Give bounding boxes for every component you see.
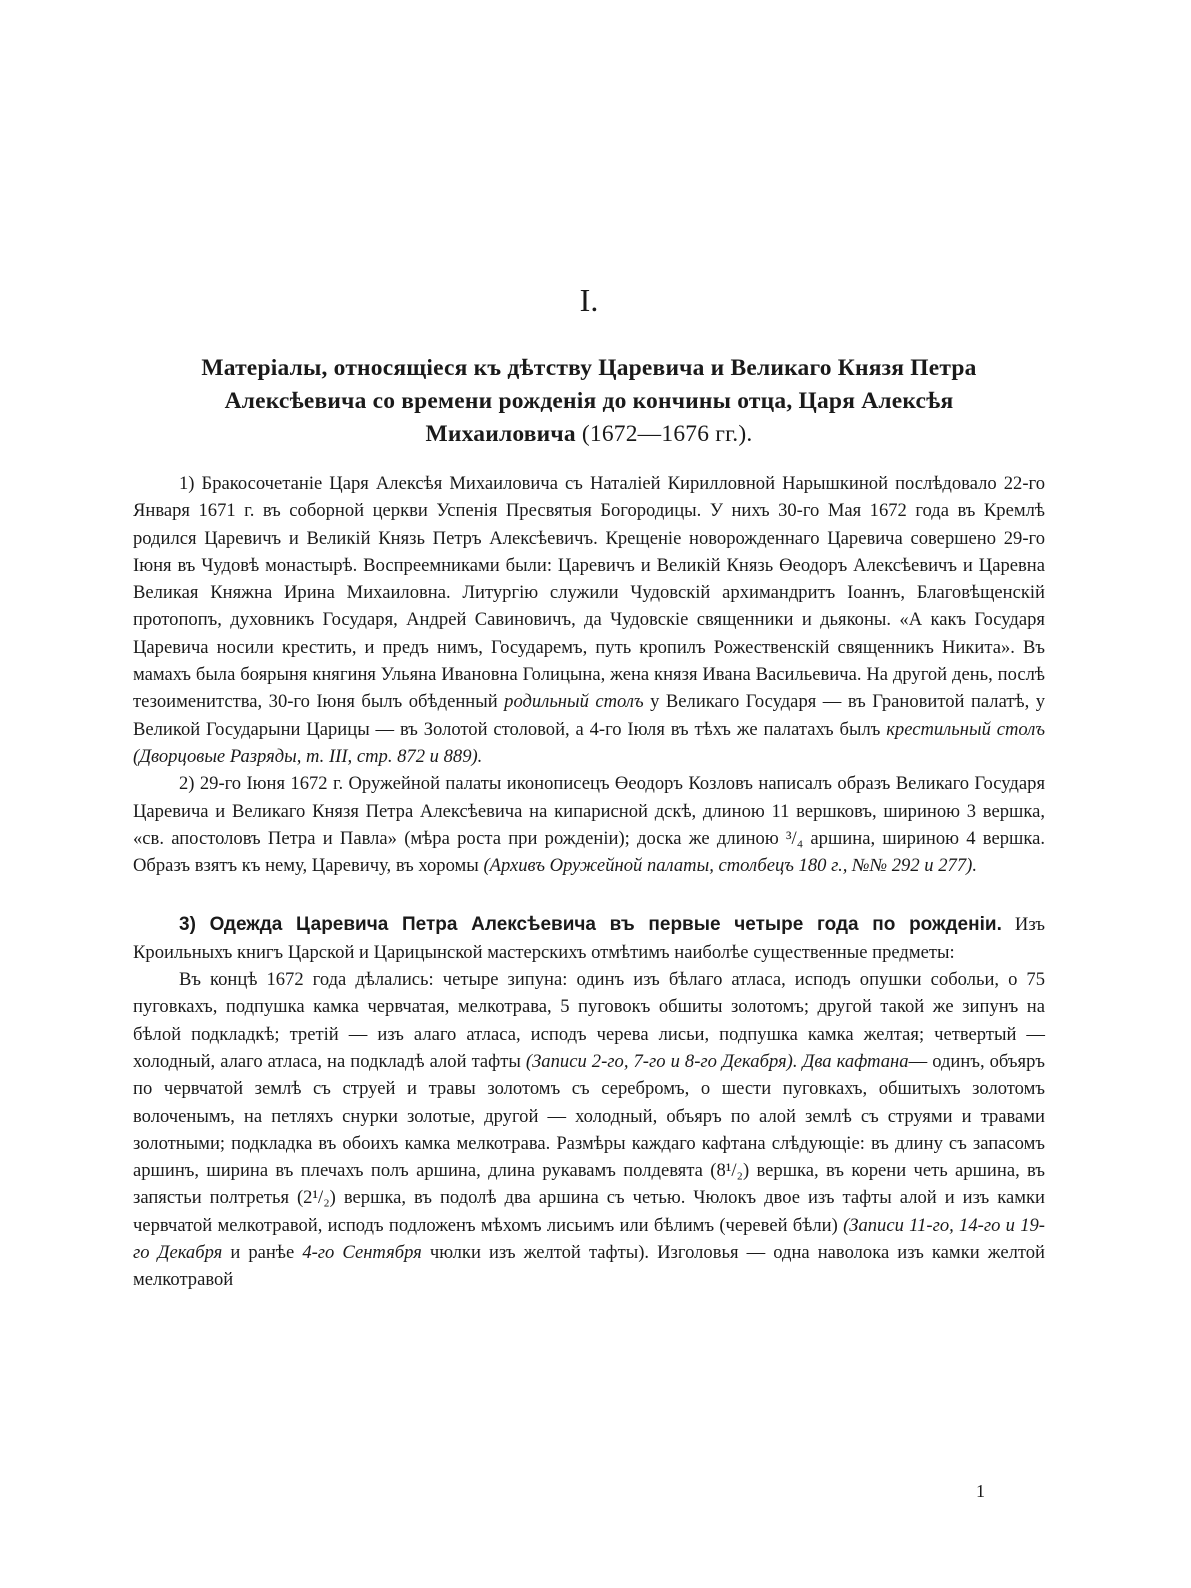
p1-text-2: у Великаго Государя — въ Грановитой палатѣ, у Великой Государыни Царицы — въ Золотой столовой, а 4-го Іюля въ тѣхъ же палатахъ былъ	[133, 691, 1046, 740]
p2-text-1: 2) 29-го Іюня 1672 г. Оружейной палаты иконописецъ Өеодоръ Козловъ написалъ образъ Великаго Государя Царевича и Великаго Князя Петра Алексѣевича на кипарисной дскѣ, длиною 11 вершковъ, шириною 3 вершка, «св. апостоловъ Петра и Павла» (мѣра роста при рожденіи); доска же длиною ³/₄ аршина, шириною 4 вершка. Образъ взятъ къ нему, Царевичу, въ хоромы	[133, 773, 1045, 877]
p3-text-1: Изъ Кроильныхъ книгъ Царской и Царицынской мастерскихъ отмѣтимъ наиболѣе существенные предметы:	[133, 914, 1045, 963]
heading-title: Матеріалы, относящіеся къ дѣтству Царевича и Великаго Князя Петра Алексѣевича со времени рожденія до кончины отца, Царя Алексѣя Михаиловича	[201, 355, 977, 447]
page-number: 1	[976, 1481, 985, 1501]
p1-italic-1: родильный столъ	[504, 691, 644, 713]
p4-italic-2: (Записи 11-го, 14-го и 19-го Декабря	[133, 1214, 1045, 1264]
p4-text-4: чюлки изъ желтой тафты). Изголовья — одна наволока изъ камки желтой мелкотравой	[133, 1242, 1046, 1291]
paragraph-2	[133, 770, 1045, 879]
p1-citation: крестильный столъ (Дворцовые Разряды, т. III, стр. 872 и 889).	[133, 718, 1045, 767]
section-numeral: I.	[579, 282, 599, 318]
paragraph-4	[133, 966, 1045, 1294]
p4-text-2: — одинъ, объяръ по червчатой землѣ съ струей и травы золотомъ съ серебромъ, о шести пуговкахъ, обшитыхъ золотомъ волоченымъ, на петляхъ снурки золотые, другой — холодный, объяръ по алой землѣ съ струями и травами золотными; подкладка въ обоихъ камка мелкотрава. Размѣры каждаго кафтана слѣдующіе: въ длину съ запасомъ аршинъ, ширина въ плечахъ полъ аршина, длина рукавамъ полдевята (8¹/₂) вершка, въ корени четь аршина, въ запястьи полтретья (2¹/₂) вершка, въ подолѣ два аршина съ четью. Чюлокъ двое изъ тафты алой и изъ камки червчатой мелкотравой, исподъ подложенъ мѣхомъ лисьимъ или бѣлимъ (черевей бѣли)	[133, 1050, 1045, 1236]
p1-text-1: 1) Бракосочетаніе Царя Алексѣя Михаиловича съ Наталіей Кирилловной Нарышкиной послѣдовало 22-го Января 1671 г. въ соборной церкви Успенія Пресвятыя Богородицы. У нихъ 30-го Мая 1672 года въ Кремлѣ родился Царевичъ и Великій Князь Петръ Алексѣевичъ. Крещеніе новорожденнаго Царевича совершено 29-го Іюня въ Чудовѣ монастырѣ. Воспреемниками были: Царевичъ и Великій Князь Өеодоръ Алексѣевичъ и Царевна Великая Княжна Ирина Михаиловна. Литургію служили Чудовскій архимандритъ Іоаннъ, Благовѣщенскій протопопъ, духовникъ Государя, Андрей Савиновичъ, да Чудовскіе священники и дьяконы. «А какъ Государя Царевича носили крестить, и предъ нимъ, Государемъ, путь кропилъ Рожественскій священникъ Никита». Въ мамахъ была боярыня княгиня Ульяна Ивановна Голицына, жена князя Ивана Васильевича. На другой день, послѣ тезоименитства, 30-го Іюня былъ обѣденный	[133, 473, 1045, 713]
paragraph-3	[133, 911, 1045, 966]
heading-years: (1672—1676 гг.).	[581, 421, 753, 447]
p4-text-3: и ранѣе	[230, 1242, 295, 1264]
document-page	[133, 0, 1045, 1588]
p4-italic-3: 4-го Сентября	[302, 1242, 422, 1264]
paragraph-1	[133, 470, 1045, 770]
p2-citation: (Архивъ Оружейной палаты, столбецъ 180 г., №№ 292 и 277).	[483, 855, 977, 877]
chapter-heading	[173, 352, 1005, 451]
p4-text-1: Въ концѣ 1672 года дѣлались: четыре зипуна: одинъ изъ бѣлаго атласа, исподъ опушки собольи, о 75 пуговкахъ, подпушка камка червчатая, мелкотрава, 5 пуговокъ обшиты золотомъ; другой такой же зипунъ на бѣлой подкладкѣ; третій — изъ алаго атласа, исподъ черева лисьи, подпушка камка желтая; четвертый — холодный, алаго атласа, на подкладѣ алой тафты	[133, 969, 1045, 1072]
body-text	[133, 470, 1045, 1294]
p4-italic-1: (Записи 2-го, 7-го и 8-го Декабря). Два кафтана	[525, 1050, 909, 1072]
p3-lead-heading: 3) Одежда Царевича Петра Алексѣевича въ первые четыре года по рожденіи.	[179, 914, 1002, 936]
